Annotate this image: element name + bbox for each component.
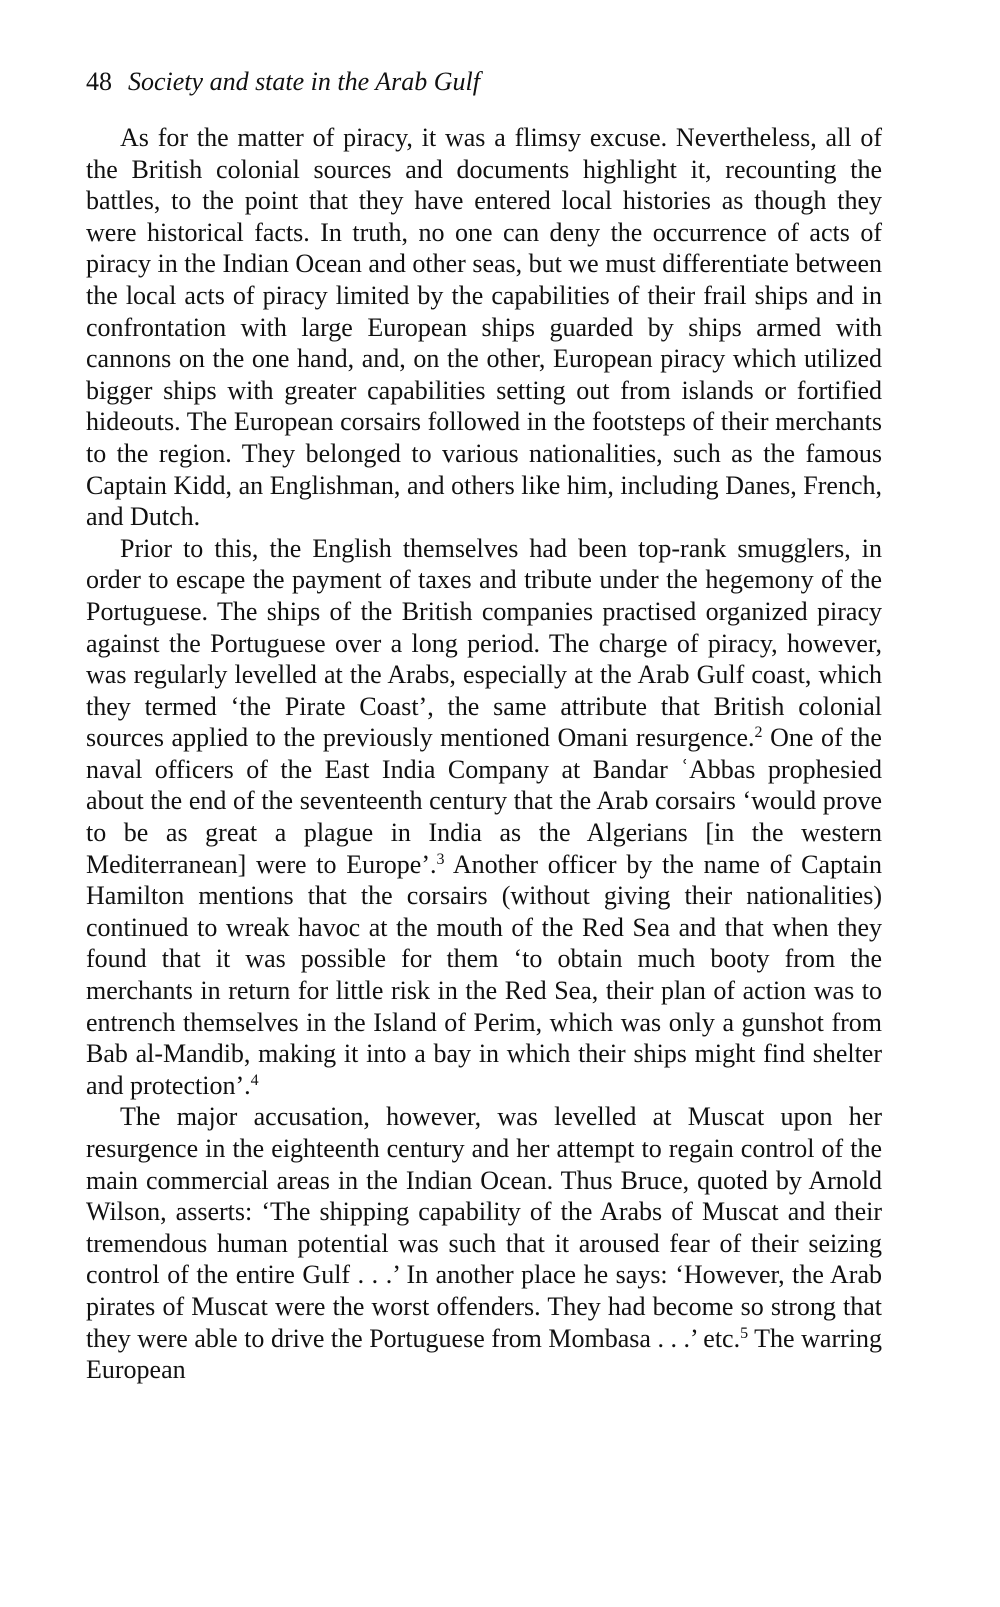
paragraph-text: One of the naval officers of the East India Company at Bandar ʿAbbas prophesied about the end of the seventeenth century that the Arab corsairs ‘would prove to be as great a plague in India as the Algerians [in the western Mediterranean] were to Europe’. (86, 723, 882, 879)
footnote-ref: 3 (436, 850, 445, 868)
book-page (86, 66, 882, 1386)
paragraph-text: Another officer by the name of Captain Hamilton mentions that the corsairs (without giving their nationalities) continued to wreak havoc at the mouth of the Red Sea and that when they found that it was possible for them ‘to obtain much booty from the merchants in return for little risk in the Red Sea, their plan of action was to entrench themselves in the Island of Perim, which was only a gunshot from Bab al-Mandib, making it into a bay in which their ships might find shelter and protection’. (86, 849, 882, 1100)
paragraph-text: The major accusation, however, was levelled at Muscat upon her resurgence in the eighteenth century and her attempt to regain control of the main commercial areas in the Indian Ocean. Thus Bruce, quoted by Arnold Wilson, asserts: ‘The shipping capability of the Arabs of Muscat and their tremendous human potential was such that it aroused fear of their seizing control of the entire Gulf . . .’ In another place he says: ‘However, the Arab pirates of Muscat were the worst offenders. They had become so strong that they were able to drive the Portuguese from Mombasa . . .’ etc. (86, 1102, 882, 1353)
footnote-ref: 2 (754, 724, 763, 742)
paragraph-text: Prior to this, the English themselves had been top-rank smugglers, in order to escape the payment of taxes and tribute under the hegemony of the Portuguese. The ships of the British companies practised organized piracy against the Portuguese over a long period. The charge of piracy, however, was regularly levelled at the Arabs, especially at the Arab Gulf coast, which they termed ‘the Pirate Coast’, the same attribute that British colonial sources applied to the previously mentioned Omani resurgence. (86, 533, 882, 753)
footnote-ref: 5 (740, 1324, 749, 1342)
paragraph-text: The warring European (86, 1323, 882, 1385)
paragraph-text: As for the matter of piracy, it was a flimsy excuse. Nevertheless, all of the British colonial sources and documents highlight it, recounting the battles, to the point that they have entered local histories as though they were historical facts. In truth, no one can deny the occurrence of acts of piracy in the Indian Ocean and other seas, but we must differentiate between the local acts of piracy limited by the capabilities of their frail ships and in confrontation with large European ships guarded by ships armed with cannons on the one hand, and, on the other, European piracy which utilized bigger ships with greater capabilities setting out from islands or fortified hideouts. The European corsairs followed in the footsteps of their merchants to the region. They belonged to various nationalities, such as the famous Captain Kidd, an Englishman, and others like him, including Danes, French, and Dutch. (86, 123, 882, 532)
paragraph-english-smugglers (86, 533, 882, 1102)
body-text (86, 122, 882, 1386)
book-title: Society and state in the Arab Gulf (128, 67, 480, 96)
footnote-ref: 4 (250, 1071, 259, 1089)
running-head (86, 66, 882, 98)
paragraph-piracy-excuse (86, 122, 882, 533)
page-number: 48 (86, 67, 112, 96)
paragraph-muscat-accusation (86, 1101, 882, 1385)
